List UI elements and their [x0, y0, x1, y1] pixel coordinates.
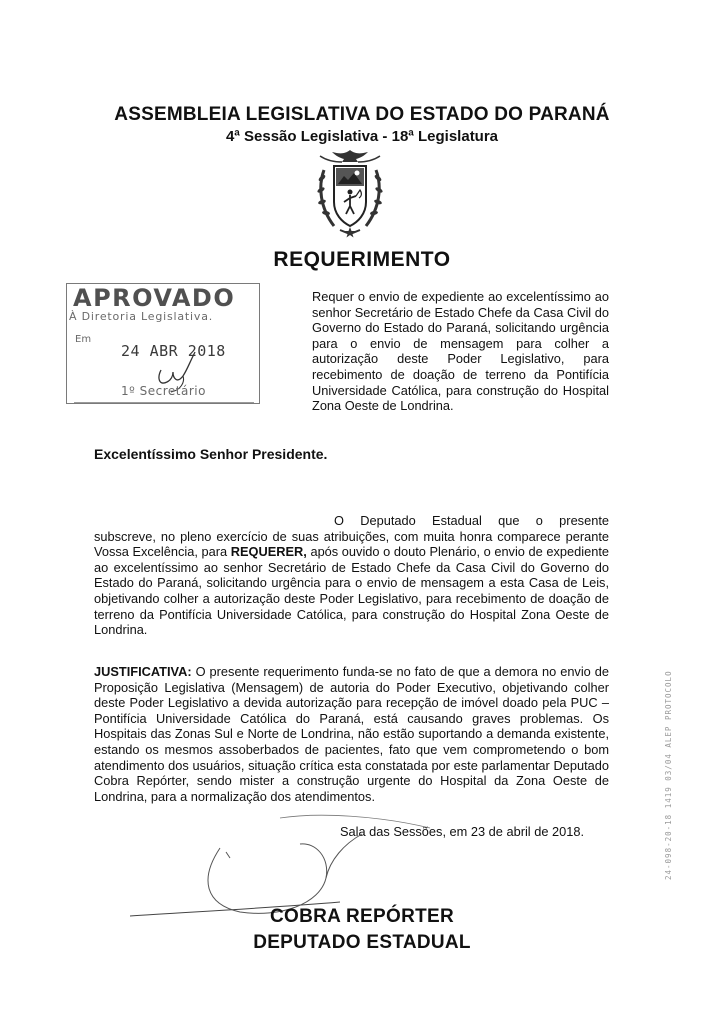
stamp-underline	[74, 402, 254, 403]
protocol-margin-stamp: 24-098-20-18 1419 03/04 ALEP PROTOCOLO	[664, 670, 673, 880]
stamp-signatory: 1º Secretário	[121, 384, 206, 398]
session-subtitle: 4ª Sessão Legislativa - 18ª Legislatura	[225, 128, 499, 145]
salutation: Excelentíssimo Senhor Presidente.	[94, 446, 328, 462]
request-summary: Requer o envio de expediente ao excelentíssimo ao senhor Secretário de Estado Chefe da Casa Civil do Governo do Estado do Paraná, solicitando urgência para o envio de mensagem para colher a autorização deste Poder Legislativo, para recebimento de doação de terreno da Pontifícia Universidade Católica, para construção do Hospital Zona Oeste de Londrina.	[312, 289, 609, 414]
approval-stamp	[66, 283, 260, 404]
justification-text: O presente requerimento funda-se no fato de que a demora no envio de Proposição Legislativa (Mensagem) de autoria do Poder Executivo, objetivando colher deste Poder Legislativo a devida autorização para recepção de imóvel doado pela PUC – Pontifícia Universidade Católica do Paraná, está causando graves problemas. Os Hospitais das Zonas Sul e Norte de Londrina, não estão suportando a demanda existente, estando os mesmos assoberbados de pacientes, fato que vem comprometendo o bom atendimento dos usuários, situação crítica esta constatada por este parlamentar Deputado Cobra Repórter, sendo mister a construção urgente do Hospital da Zona Oeste de Londrina, para a normalização dos atendimentos.	[94, 664, 609, 804]
justification-paragraph	[94, 664, 609, 804]
stamp-date: 24 ABR 2018	[121, 342, 226, 360]
document-type-heading: REQUERIMENTO	[273, 248, 451, 271]
signer-name: COBRA REPÓRTER	[269, 906, 454, 927]
coat-of-arms-icon	[312, 146, 388, 238]
justification-label: JUSTIFICATIVA:	[94, 664, 192, 679]
body-paragraph	[94, 513, 609, 638]
body-keyword: REQUERER,	[230, 544, 307, 560]
institution-title: ASSEMBLEIA LEGISLATIVA DO ESTADO DO PARANÁ	[114, 104, 610, 125]
body-text-start: O Deputado Estadual que o presente subscreve, no pleno exercício de suas atribuições, com muita honra comparece perante Vossa Excelência, para	[94, 513, 609, 560]
body-text-end: após ouvido o douto Plenário, o envio de expediente ao excelentíssimo ao senhor Secretário de Estado Chefe da Casa Civil do Governo do Estado do Paraná, solicitando urgência para o envio de mensagem a esta Casa de Leis, objetivando colher a autorização deste Poder Legislativo, para recebimento de doação de terreno da Pontifícia Universidade Católica, para construção do Hospital Zona Oeste de Londrina.	[94, 544, 609, 638]
stamp-em-label: Em	[75, 334, 92, 345]
stamp-status: APROVADO	[73, 284, 236, 312]
signer-role: DEPUTADO ESTADUAL	[253, 932, 471, 953]
place-and-date: Sala das Sessões, em 23 de abril de 2018.	[340, 824, 585, 839]
stamp-destination: À Diretoria Legislativa.	[69, 310, 214, 323]
